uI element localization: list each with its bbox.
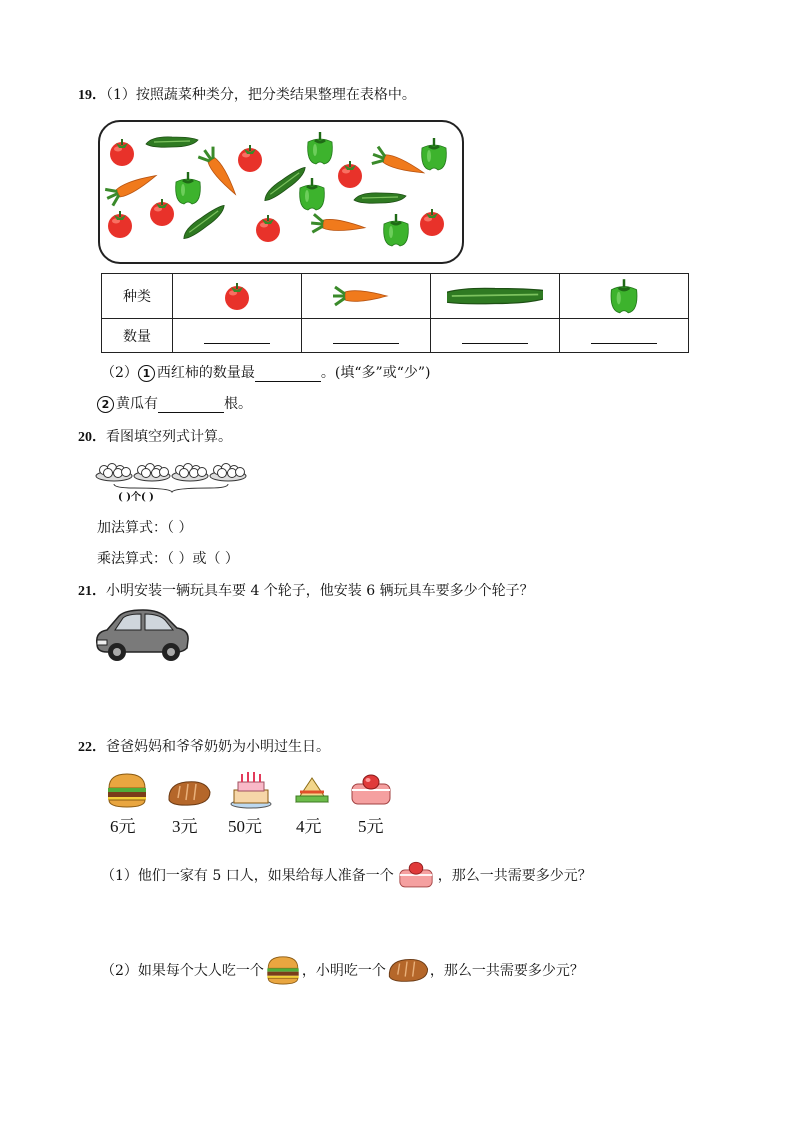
pepper-icon <box>604 275 644 317</box>
tomato-icon <box>256 215 280 242</box>
cucumber-icon <box>146 137 198 147</box>
pepper-icon <box>384 214 409 246</box>
carrot-icon <box>103 167 160 206</box>
q20-mul-line: 乘法算式：（ ）或（ ） <box>97 551 239 567</box>
cake-price: 50元 <box>228 817 262 836</box>
q19-sub1-text-a: 西红柿的数量最 <box>156 365 255 381</box>
cucumber-icon <box>180 203 229 241</box>
sandwich-price: 4元 <box>296 817 322 836</box>
q20-intro: 看图填空列式计算。 <box>106 429 232 445</box>
car-icon <box>93 604 191 664</box>
egg-plate-icon <box>172 464 208 482</box>
food-price-row <box>104 770 404 840</box>
q19-sub2-text-a: 黄瓜有 <box>116 396 158 412</box>
q19-sub2-text-b: 根。 <box>224 396 252 412</box>
egg-plate-icon <box>96 464 132 482</box>
egg-brace-mid: 个 <box>130 492 141 503</box>
row-label-kind: 种类 <box>102 274 173 319</box>
pepper-icon <box>176 172 201 204</box>
sandwich-icon <box>292 774 332 808</box>
tomato-icon <box>420 209 444 236</box>
q19-part2-prefix: （2） <box>101 365 138 381</box>
tomato-icon <box>217 276 257 316</box>
q20-number: 20． <box>78 430 106 445</box>
carrot-cell <box>302 274 431 319</box>
q22-part2-text-c: ，那么一共需要多少元？ <box>429 963 584 979</box>
burger-icon <box>104 770 150 810</box>
cucumber-cell <box>431 274 560 319</box>
egg-brace-blank-b[interactable]: ( ) <box>140 492 154 503</box>
q22-header <box>78 736 330 756</box>
tomato-icon <box>110 139 134 166</box>
q22-part2-text-a: （2）如果每个大人吃一个 <box>101 963 264 979</box>
carrot-count-field[interactable] <box>302 319 431 353</box>
tomato-icon <box>238 145 262 172</box>
cake-icon <box>228 770 274 810</box>
carrot-icon <box>197 145 243 200</box>
q19-part2-line1 <box>101 362 430 382</box>
box-cake-icon <box>348 770 394 810</box>
classification-table <box>101 273 689 353</box>
pepper-cell <box>560 274 689 319</box>
q19-intro: （1）按照蔬菜种类分，把分类结果整理在表格中。 <box>106 87 416 103</box>
box-cake-price: 5元 <box>358 817 384 836</box>
q21-text: 小明安装一辆玩具车要 4 个轮子，他安装 6 辆玩具车要多少个轮子？ <box>106 583 534 599</box>
q19-part2-line2 <box>97 393 252 413</box>
circled-two-icon: 2 <box>97 396 114 413</box>
q22-number: 22． <box>78 740 106 755</box>
q19-number: 19． <box>78 88 106 103</box>
burger-price: 6元 <box>110 817 136 836</box>
pepper-icon <box>422 138 447 170</box>
table-row <box>102 274 689 319</box>
egg-brace-blank-a[interactable]: ( ) <box>118 492 131 503</box>
cucumber-icon <box>354 193 406 203</box>
carrot-icon <box>310 214 365 237</box>
bread-icon <box>166 778 212 808</box>
egg-plate-icon <box>134 464 170 482</box>
q20-header <box>78 426 232 446</box>
q22-part1-text-a: （1）他们一家有 5 口人，如果给每人准备一个 <box>101 868 394 884</box>
vegetable-picture <box>98 120 464 264</box>
burger-icon <box>264 952 302 988</box>
bread-icon <box>386 956 430 984</box>
q20-add-line: 加法算式：（ ） <box>97 520 193 536</box>
carrot-icon <box>370 146 427 181</box>
cucumber-count-answer-field[interactable] <box>158 398 224 413</box>
q21-header <box>78 580 534 600</box>
cucumber-icon <box>447 281 543 311</box>
table-row <box>102 319 689 353</box>
q22-part1-text-b: ，那么一共需要多少元？ <box>437 868 592 884</box>
pepper-count-field[interactable] <box>560 319 689 353</box>
q22-part1 <box>101 858 592 892</box>
most-or-least-field[interactable] <box>255 367 321 382</box>
pepper-icon <box>308 132 333 164</box>
q22-part2 <box>101 950 584 990</box>
bread-price: 3元 <box>172 817 198 836</box>
cucumber-count-field[interactable] <box>431 319 560 353</box>
circled-one-icon: 1 <box>138 365 155 382</box>
tomato-icon <box>108 211 132 238</box>
egg-brace-label <box>118 488 154 503</box>
q22-part2-text-b: ，小明吃一个 <box>301 963 386 979</box>
q22-intro: 爸爸妈妈和爷爷奶奶为小明过生日。 <box>106 739 330 755</box>
tomato-icon <box>150 199 174 226</box>
tomato-cell <box>173 274 302 319</box>
tomato-count-field[interactable] <box>173 319 302 353</box>
egg-plates-picture <box>94 458 250 504</box>
box-cake-icon <box>394 858 438 892</box>
q19-header <box>78 84 416 104</box>
tomato-icon <box>338 161 362 188</box>
row-label-count: 数量 <box>102 319 173 353</box>
q21-number: 21． <box>78 584 106 599</box>
carrot-icon <box>331 281 401 311</box>
pepper-icon <box>300 178 325 210</box>
egg-plate-icon <box>210 464 246 482</box>
q19-sub1-text-b: 。(填“多”或“少”) <box>320 365 431 381</box>
